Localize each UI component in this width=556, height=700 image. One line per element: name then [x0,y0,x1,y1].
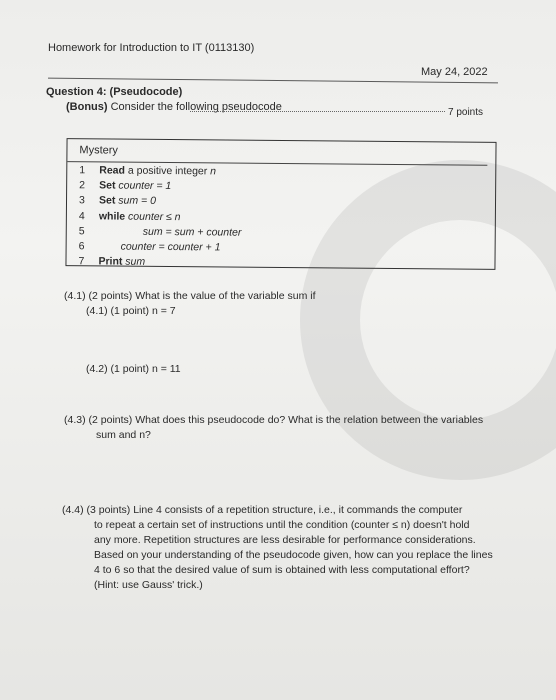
line-number: 6 [78,240,85,253]
code-text: sum [125,255,146,269]
part-4-2: (4.2) (1 point) n = 11 [86,363,181,375]
dotted-leader [190,111,445,112]
line-number: 4 [78,209,85,222]
code-text: sum = sum + counter [142,225,242,239]
code-keyword: Read [99,164,126,177]
part-4-4-line: to repeat a certain set of instructions until the condition (counter ≤ n) doesn't hold [94,519,470,531]
pseudocode-lines [78,163,242,271]
line-number: 1 [79,164,86,177]
intro-text: Consider the following pseudocode [110,101,282,113]
header-divider [48,78,498,84]
pseudocode-title: Mystery [79,144,119,157]
bonus-label: (Bonus) [66,101,108,113]
line-number: 3 [78,194,85,207]
question-title: Question 4: (Pseudocode) [46,86,183,98]
header-date: May 24, 2022 [421,66,488,78]
code-var: n [210,165,217,178]
part-4-4-line: Based on your understanding of the pseudocode given, how can you replace the lines [94,549,493,561]
code-line-3 [79,194,242,211]
part-4-4-line: any more. Repetition structures are less desirable for performance considerations. [94,534,476,546]
part-4-1-question: (4.1) (2 points) What is the value of the variable sum if [64,290,316,302]
code-keyword: Print [98,255,123,268]
header-title: Homework for Introduction to IT (0113130) [48,42,255,54]
code-line-5 [79,224,242,241]
code-text: counter ≤ n [128,210,181,223]
code-keyword: Set [99,179,116,192]
part-4-4-line: 4 to 6 so that the desired value of sum is obtained with less computational effort? [94,564,470,576]
code-keyword: Set [98,194,116,207]
code-text: sum = 0 [118,194,156,208]
line-number: 5 [78,225,85,238]
code-text: counter = counter + 1 [120,240,221,254]
points-label: 7 points [448,107,484,118]
part-4-4-question [62,503,532,593]
code-line-1 [79,163,242,180]
code-line-7 [78,254,241,271]
part-4-1-a: (4.1) (1 point) n = 7 [86,305,176,317]
code-line-6 [79,239,242,256]
part-4-3-continuation: sum and n? [96,429,151,441]
part-4-4-line: (4.4) (3 points) Line 4 consists of a repetition structure, i.e., it commands the computer [62,504,463,516]
part-4-4-line: (Hint: use Gauss' trick.) [94,579,203,591]
part-4-3-question: (4.3) (2 points) What does this pseudocode do? What is the relation between the variables [64,414,484,426]
code-keyword: while [98,210,126,223]
code-text: a positive integer [127,164,208,178]
line-number: 7 [78,255,85,268]
line-number: 2 [79,179,86,192]
pseudocode-box [65,138,496,270]
code-text: counter = 1 [118,179,172,193]
code-line-4 [79,209,242,226]
code-line-2 [79,178,242,195]
